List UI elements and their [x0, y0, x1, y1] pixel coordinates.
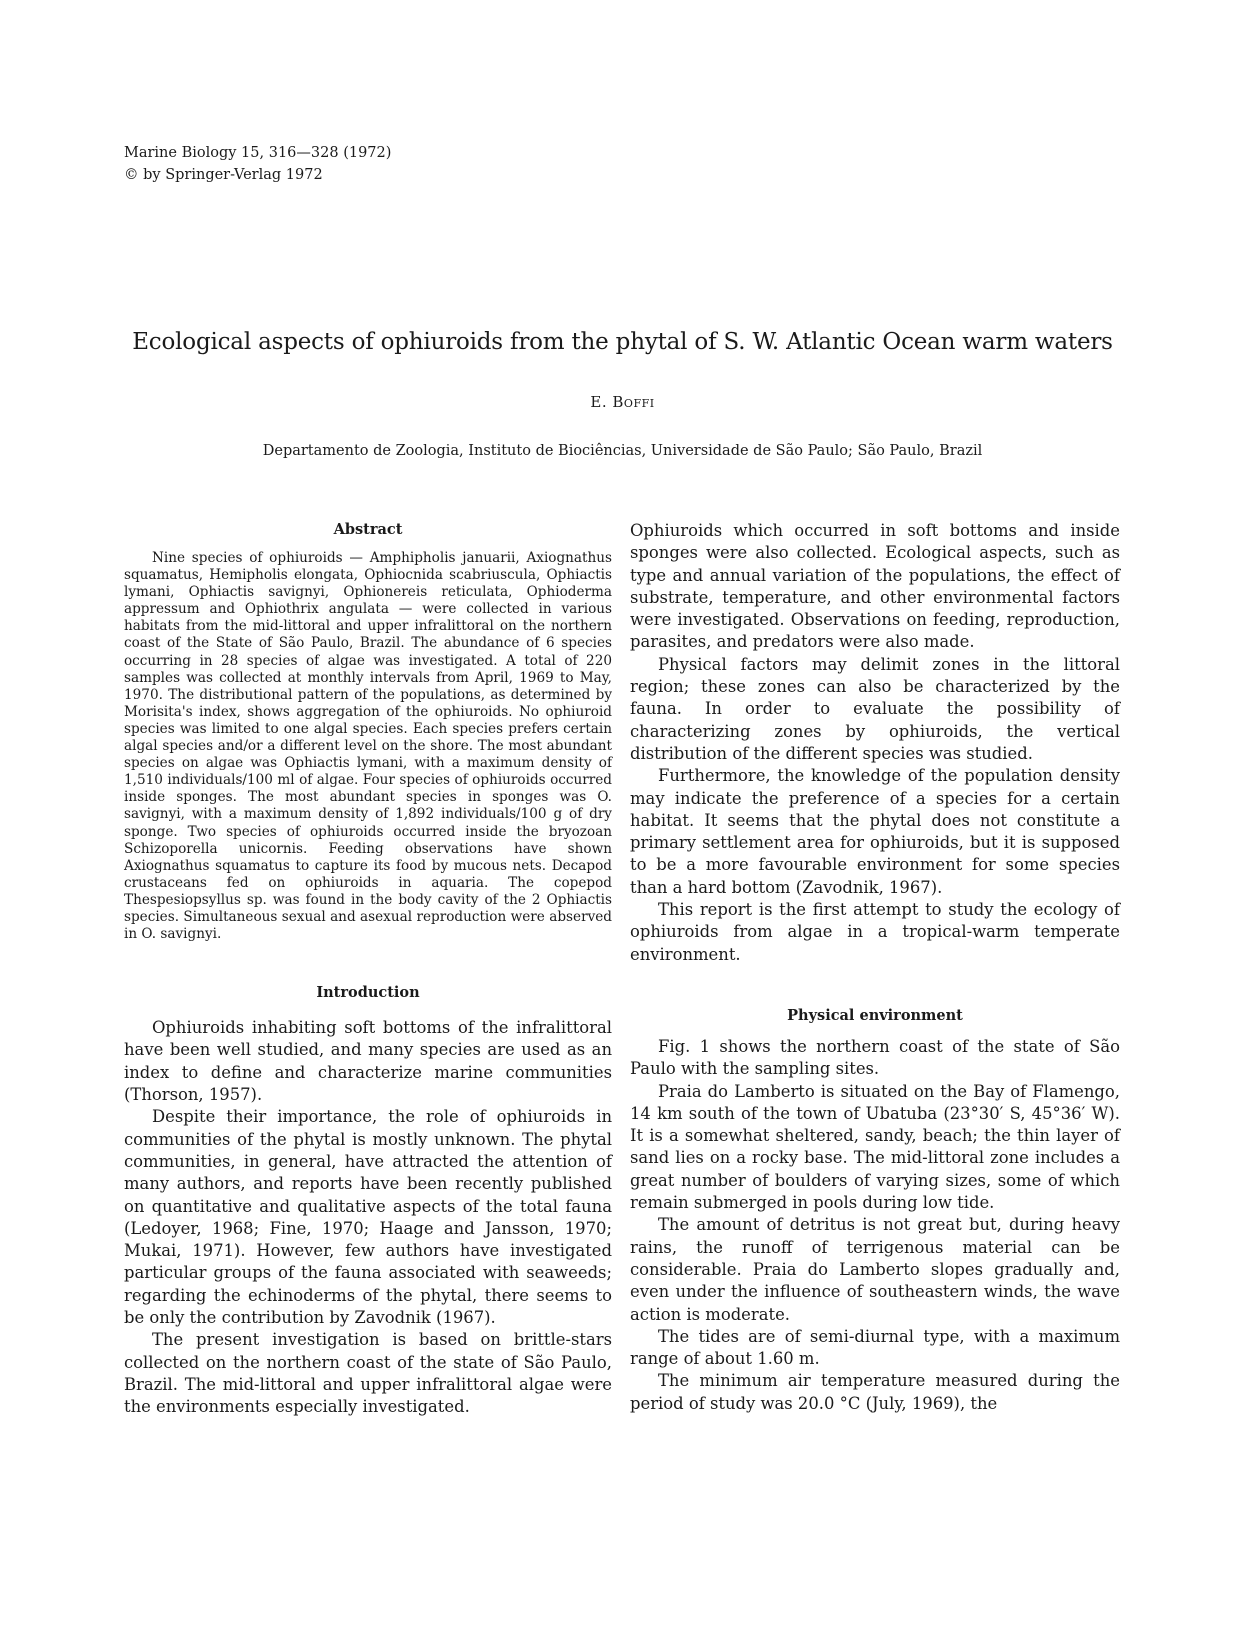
- abstract-text: Nine species of ophiuroids — Amphipholis januarii, Axiognathus squamatus, Hemipholis elongata, Ophiocnida scabriuscula, Ophiactis lymani, Ophiactis savignyi, Ophionereis reticulata, Ophioderma appressum and Ophiothrix angulata — were collected in various habitats from the mid-littoral and upper infralittoral on the northern coast of the State of São Paulo, Brazil. The abundance of 6 species occurring in 28 species of algae was investigated. A total of 220 samples was collected at monthly intervals from April, 1969 to May, 1970. The distributional pattern of the populations, as determined by Morisita's index, shows aggregation of the ophiuroids. No ophiuroid species was limited to one algal species. Each species prefers certain algal species and/or a different level on the shore. The most abundant species on algae was Ophiactis lymani, with a maximum density of 1,510 individuals/100 ml of algae. Four species of ophiuroids occurred inside sponges. The most abundant species in sponges was O. savignyi, with a maximum density of 1,892 individuals/100 g of dry sponge. Two species of ophiuroids occurred inside the bryozoan Schizoporella unicornis. Feeding observations have shown Axiognathus squamatus to capture its food by mucous nets. Decapod crustaceans fed on ophiuroids in aquaria. The copepod Thespesiopsyllus sp. was found in the body cavity of the 2 Ophiactis species. Simultaneous sexual and asexual reproduction were abserved in O. savignyi.: [124, 550, 612, 943]
- physical-environment-body: [630, 1036, 1120, 1415]
- author-affiliation: Departamento de Zoologia, Instituto de Biociências, Universidade de São Paulo; São Paulo, Brazil: [262, 443, 983, 459]
- physical-environment-heading: Physical environment: [787, 1006, 963, 1024]
- journal-header: [124, 142, 391, 186]
- introduction-paragraph: Ophiuroids which occurred in soft bottoms and inside sponges were also collected. Ecological aspects, such as type and annual variation of the populations, the effect of substrate, temperature, and other environmental factors were investigated. Observations on feeding, reproduction, parasites, and predators were also made.: [630, 521, 1120, 652]
- environment-paragraph: Fig. 1 shows the northern coast of the state of São Paulo with the sampling sites.: [630, 1036, 1120, 1079]
- introduction-paragraph: Furthermore, the knowledge of the population density may indicate the preference of a species for a certain habitat. It seems that the phytal does not constitute a primary settlement area for ophiuroids, but it is supposed to be a more favourable environment for some species than a hard bottom (Zavodnik, 1967).: [630, 766, 1120, 897]
- introduction-body: [124, 1017, 612, 1418]
- introduction-paragraph: This report is the first attempt to study the ecology of ophiuroids from algae in a tropical-warm temperate environment.: [630, 900, 1120, 964]
- environment-paragraph: The minimum air temperature measured during the period of study was 20.0 °C (July, 1969), the: [630, 1371, 1120, 1413]
- right-column: [630, 520, 1120, 1415]
- abstract-heading: Abstract: [333, 521, 403, 538]
- introduction-paragraph: Ophiuroids inhabiting soft bottoms of the infralittoral have been well studied, and many species are used as an index to define and characterize marine communities (Thorson, 1957).: [124, 1018, 612, 1105]
- copyright-line: © by Springer-Verlag 1972: [124, 167, 323, 183]
- journal-citation: Marine Biology 15, 316—328 (1972): [124, 145, 392, 161]
- environment-paragraph: The tides are of semi-diurnal type, with a maximum range of about 1.60 m.: [630, 1326, 1120, 1369]
- author-name: E. Boffi: [590, 393, 655, 411]
- introduction-paragraph: The present investigation is based on brittle-stars collected on the northern coast of the state of São Paulo, Brazil. The mid-littoral and upper infralittoral algae were the environments especially investigated.: [124, 1330, 612, 1417]
- introduction-heading: Introduction: [316, 984, 420, 1002]
- introduction-paragraph: Physical factors may delimit zones in the littoral region; these zones can also be characterized by the fauna. In order to evaluate the possibility of characterizing zones by ophiuroids, the vertical distribution of the different species was studied.: [630, 654, 1120, 763]
- introduction-continued: [630, 520, 1120, 966]
- introduction-paragraph: Despite their importance, the role of ophiuroids in communities of the phytal is mostly unknown. The phytal communities, in general, have attracted the attention of many authors, and reports have been recently published on quantitative and qualitative aspects of the total fauna (Ledoyer, 1968; Fine, 1970; Haage and Jansson, 1970; Mukai, 1971). However, few authors have investigated particular groups of the fauna associated with seaweeds; regarding the echinoderms of the phytal, there seems to be only the contribution by Zavodnik (1967).: [124, 1107, 612, 1328]
- environment-paragraph: Praia do Lamberto is situated on the Bay of Flamengo, 14 km south of the town of Ubatuba (23°30′ S, 45°36′ W). It is a somewhat sheltered, sandy, beach; the thin layer of sand lies on a rocky base. The mid-littoral zone includes a great number of boulders of varying sizes, some of which remain submerged in pools during low tide.: [630, 1081, 1120, 1213]
- article-title: Ecological aspects of ophiuroids from the phytal of S. W. Atlantic Ocean warm waters: [132, 329, 1113, 355]
- left-column: [124, 520, 612, 1419]
- environment-paragraph: The amount of detritus is not great but, during heavy rains, the runoff of terrigenous material can be considerable. Praia do Lamberto slopes gradually and, even under the influence of southeastern winds, the wave action is moderate.: [630, 1215, 1120, 1324]
